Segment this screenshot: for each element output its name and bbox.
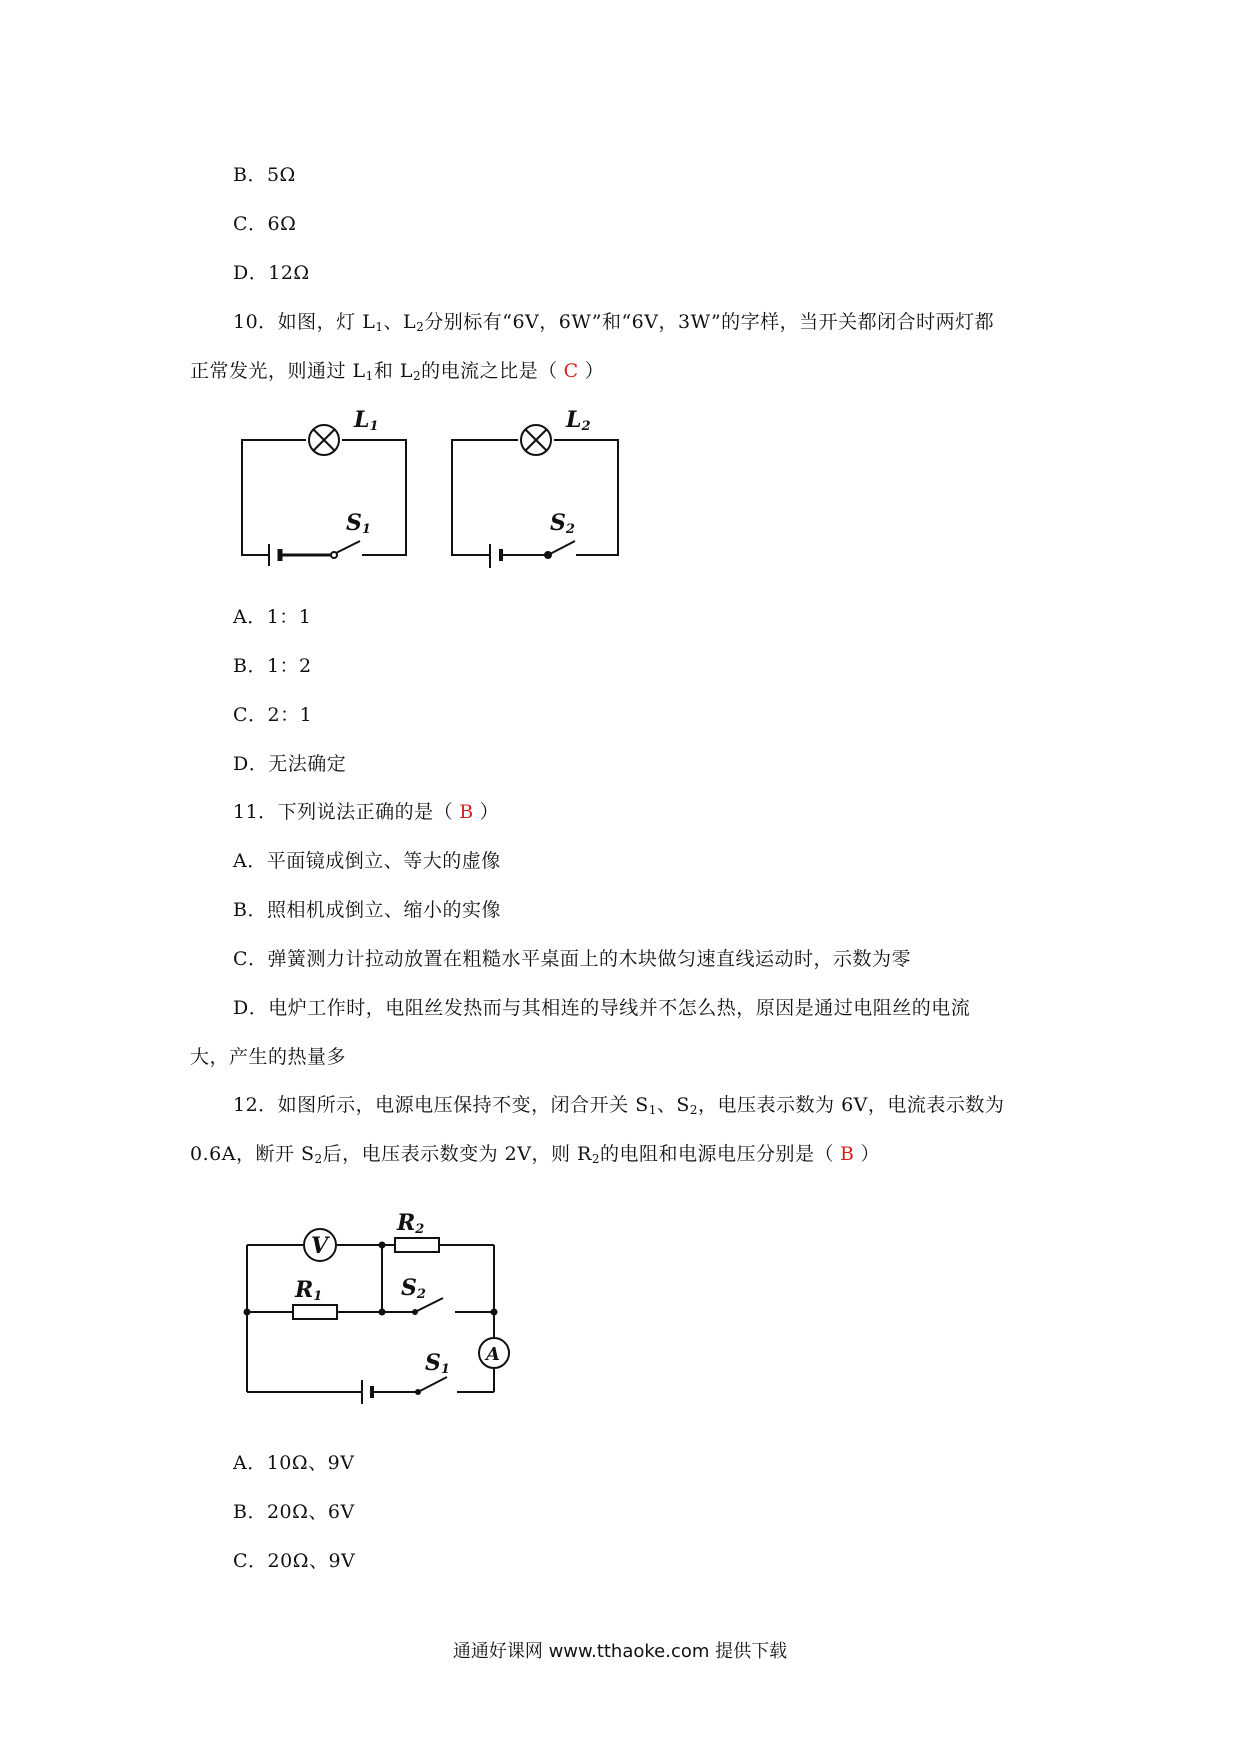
q10-stem-line1: 10．如图，灯 $L_1$、$L_2$分别标有“6V，6W”和“6V，3W”的字样，当开关都闭合时两灯都	[233, 311, 995, 334]
q11-option-b: B．照相机成倒立、缩小的实像	[233, 899, 501, 921]
q12-stem-line1: 12．如图所示，电源电压保持不变，闭合开关 $S_1$、$S_2$，电压表示数为 6V，电流表示数为	[233, 1094, 1005, 1117]
q11-option-d-line1: D．电炉工作时，电阻丝发热而与其相连的导线并不怎么热，原因是通过电阻丝的电流	[233, 997, 971, 1019]
label-r1: R1	[295, 1277, 323, 1304]
page-footer: 通通好课网 www.tthaoke.com 提供下载	[452, 1641, 788, 1662]
q12-stem-line2: 0.6A，断开 $S_2$后，电压表示数变为 2V，则 $R_2$的电阻和电源电压分别是（ B ）	[190, 1143, 880, 1166]
q11-option-d-line2: 大，产生的热量多	[190, 1046, 347, 1068]
q10-circuit-diagram	[230, 405, 650, 570]
q9-option-d: D．12Ω	[233, 262, 310, 284]
q9-option-b: B．5Ω	[233, 164, 296, 186]
q9-option-c: C．6Ω	[233, 213, 297, 235]
q11-option-a: A．平面镜成倒立、等大的虚像	[233, 850, 501, 872]
label-s2: S2	[401, 1275, 426, 1302]
ammeter-label: A	[486, 1344, 500, 1365]
q10-option-b: B．1：2	[233, 655, 312, 677]
q12-circuit-diagram	[235, 1205, 515, 1405]
q11-answer: B	[459, 801, 474, 823]
q10-answer: C	[563, 360, 579, 382]
label-l1: L1	[354, 407, 379, 434]
q12-option-a: A．10Ω、9V	[233, 1452, 355, 1474]
q12-option-b: B．20Ω、6V	[233, 1501, 355, 1523]
label-r2: R2	[397, 1210, 425, 1237]
q10-stem-line2: 正常发光，则通过 $L_1$和 $L_2$的电流之比是（ C ）	[190, 360, 605, 383]
label-l2: L2	[566, 407, 591, 434]
label-s2: S2	[550, 510, 575, 537]
q11-option-c: C．弹簧测力计拉动放置在粗糙水平桌面上的木块做匀速直线运动时，示数为零	[233, 948, 912, 970]
q10-option-a: A．1：1	[233, 606, 312, 628]
label-s1: S1	[425, 1350, 450, 1377]
q10-option-d: D．无法确定	[233, 753, 347, 775]
q12-answer: B	[840, 1143, 855, 1165]
voltmeter-label: V	[311, 1233, 329, 1259]
q10-option-c: C．2：1	[233, 704, 313, 726]
q12-option-c: C．20Ω、9V	[233, 1550, 356, 1572]
label-s1: S1	[346, 510, 371, 537]
q11-stem: 11．下列说法正确的是（ B ）	[233, 801, 500, 823]
